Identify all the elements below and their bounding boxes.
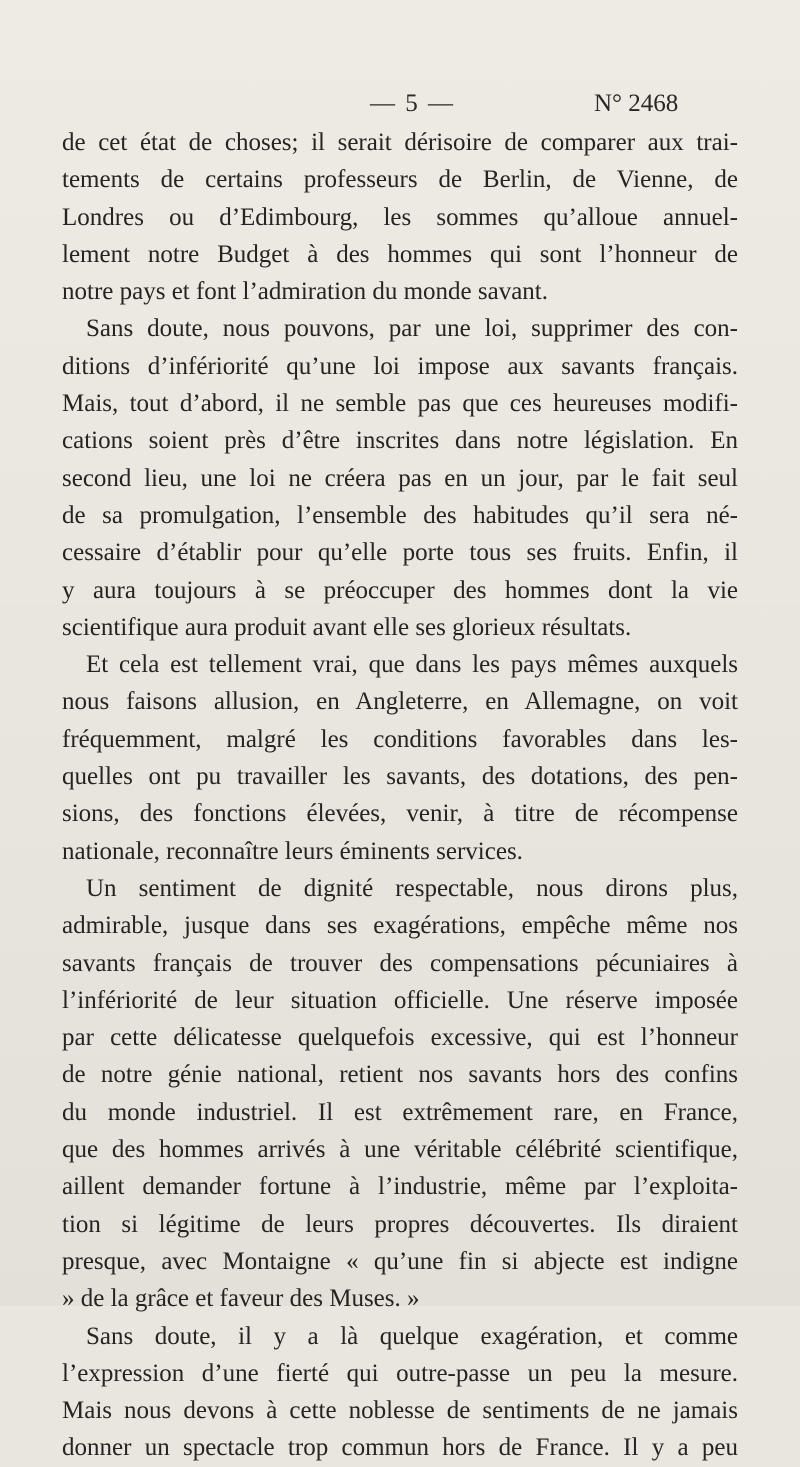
text-line: l’expression d’une fierté qui outre-passe un peu la mesure.	[62, 1359, 738, 1387]
page-number: — 5 —	[370, 90, 455, 117]
text-line: presque, avec Montaigne « qu’une fin si abjecte est indigne	[62, 1247, 738, 1275]
text-line: quelles ont pu travailler les savants, des dotations, des pen-	[62, 763, 738, 791]
text-line: l’infériorité de leur situation officielle. Une réserve imposée	[62, 986, 738, 1014]
text-line: admirable, jusque dans ses exagérations, empêche même nos	[62, 912, 738, 940]
text-line: de sa promulgation, l’ensemble des habitudes qu’il sera né-	[62, 501, 738, 529]
text-line: Et cela est tellement vrai, que dans les pays mêmes auxquels	[86, 651, 738, 679]
text-line: que des hommes arrivés à une véritable célébrité scientifique,	[62, 1136, 738, 1164]
text-line: Sans doute, nous pouvons, par une loi, supprimer des con-	[86, 315, 738, 343]
text-line: » de la grâce et faveur des Muses. »	[62, 1285, 420, 1313]
text-line: second lieu, une loi ne créera pas en un jour, par le fait seul	[62, 464, 738, 492]
text-line: cessaire d’établir pour qu’elle porte tous ses fruits. Enfin, il	[62, 539, 738, 567]
text-line: tion si légitime de leurs propres découvertes. Ils diraient	[62, 1210, 738, 1238]
text-line: de notre génie national, retient nos savants hors des confins	[62, 1061, 738, 1089]
text-line: de cet état de choses; il serait dérisoire de comparer aux trai-	[62, 129, 738, 156]
text-line: ditions d’infériorité qu’une loi impose aux savants français.	[62, 352, 738, 380]
text-line: tements de certains professeurs de Berlin, de Vienne, de	[62, 166, 738, 194]
text-line: sions, des fonctions élevées, venir, à titre de récompense	[62, 800, 738, 828]
text-line: Mais nous devons à cette noblesse de sentiments de ne jamais	[62, 1397, 738, 1425]
text-line: Londres ou d’Edimbourg, les sommes qu’alloue annuel-	[62, 203, 738, 231]
text-line: scientifique aura produit avant elle ses glorieux résultats.	[62, 613, 632, 641]
text-line: du monde industriel. Il est extrêmement rare, en France,	[62, 1098, 738, 1126]
text-line: y aura toujours à se préoccuper des hommes dont la vie	[62, 576, 738, 604]
text-line: savants français de trouver des compensations pécuniaires à	[62, 949, 738, 977]
body-text	[62, 124, 738, 1467]
text-line: fréquemment, malgré les conditions favorables dans les-	[62, 725, 738, 753]
text-line: Mais, tout d’abord, il ne semble pas que ces heureuses modifi-	[62, 390, 738, 418]
text-line: cations soient près d’être inscrites dans notre législation. En	[62, 427, 738, 455]
text-line: nous faisons allusion, en Angleterre, en Allemagne, on voit	[62, 688, 738, 716]
text-line: lement notre Budget à des hommes qui sont l’honneur de	[62, 240, 738, 268]
page-header	[0, 86, 800, 126]
text-line: donner un spectacle trop commun hors de France. Il y a peu	[62, 1434, 738, 1462]
text-line: notre pays et font l’admiration du monde savant.	[62, 278, 548, 306]
text-line: Un sentiment de dignité respectable, nous dirons plus,	[86, 874, 738, 902]
document-number: N° 2468	[594, 90, 679, 117]
text-line: par cette délicatesse quelquefois excessive, qui est l’honneur	[62, 1024, 738, 1052]
text-line: aillent demander fortune à l’industrie, même par l’exploita-	[62, 1173, 738, 1201]
text-line: Sans doute, il y a là quelque exagération, et comme	[86, 1322, 738, 1350]
text-line: nationale, reconnaître leurs éminents services.	[62, 837, 523, 865]
